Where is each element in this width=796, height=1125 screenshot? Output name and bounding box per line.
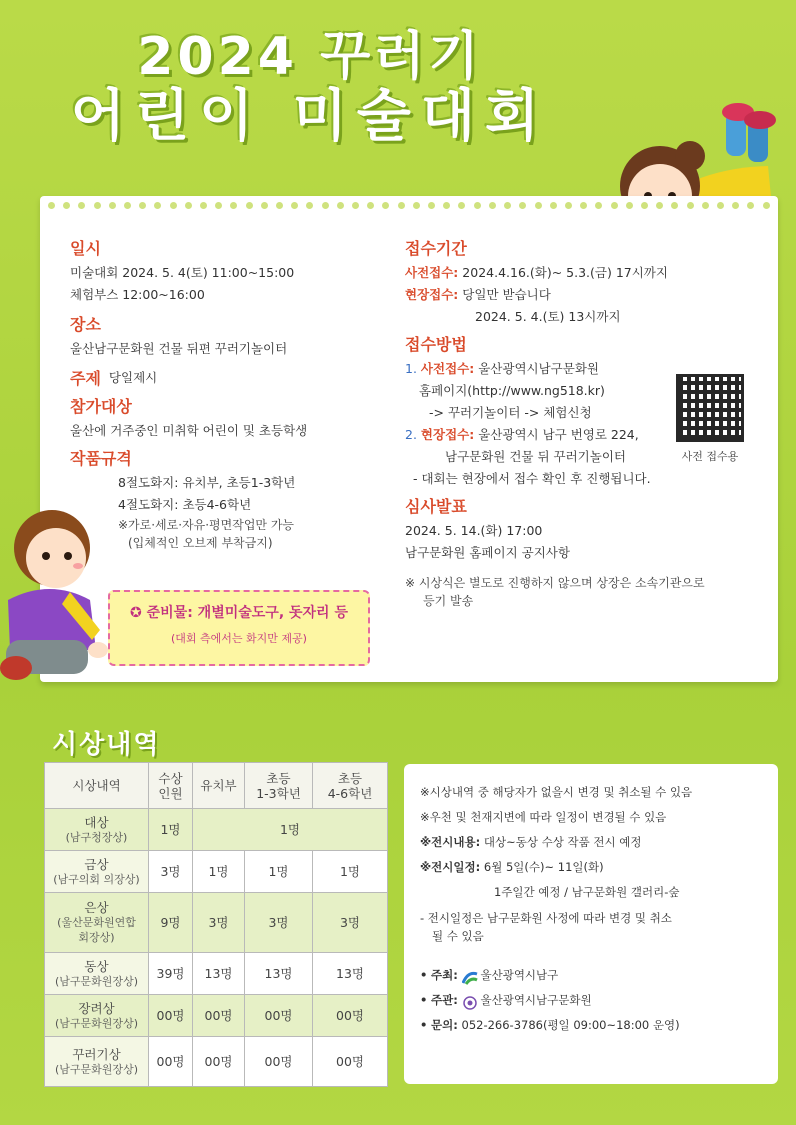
award-count: 39명 [149, 953, 193, 995]
header-category: 시상내역 [45, 763, 149, 809]
contact-row: • 문의: 052-266-3786(평일 09:00~18:00 운영) [420, 1018, 680, 1032]
award-elem-high: 00명 [313, 1037, 388, 1087]
organizer-value: 울산광역시남구문화원 [480, 993, 592, 1007]
award-kinder: 1명 [193, 851, 245, 893]
awards-table [44, 762, 388, 1087]
exhibit-date-value: 6월 5일(수)~ 11일(화) [483, 860, 604, 874]
award-elem-high: 00명 [313, 995, 388, 1037]
header-count: 수상 인원 [149, 763, 193, 809]
award-row [45, 851, 388, 893]
supplies-label: 준비물: [146, 605, 193, 621]
award-elem-high: 1명 [313, 851, 388, 893]
place-heading: 장소 [70, 315, 101, 334]
header-elem-low: 초등 1-3학년 [245, 763, 313, 809]
supplies-value: 개별미술도구, 돗자리 등 [197, 605, 348, 621]
period-site-value: 당일만 받습니다 [462, 287, 551, 302]
schedule-line-2: 체험부스 12:00~16:00 [70, 287, 205, 302]
method-site-label: 현장접수: [420, 427, 475, 442]
period-site-label: 현장접수: [405, 287, 459, 302]
award-name: 장려상 [78, 1000, 115, 1016]
boy-illustration [0, 500, 110, 690]
header-elem-high: 초등 4-6학년 [313, 763, 388, 809]
host-label: 주최: [431, 968, 458, 982]
method-pre-line-2: 홈페이지(http://www.ng518.kr) [419, 383, 605, 398]
exhibit-date-label: ※전시일정: [420, 860, 481, 874]
awards-header-row [45, 763, 388, 809]
award-row [45, 893, 388, 953]
place-line: 울산남구문화원 건물 뒤편 꾸러기놀이터 [70, 341, 288, 356]
change-note-2: 될 수 있음 [432, 929, 484, 943]
award-count: 1명 [149, 809, 193, 851]
exhibit-value: 대상~동상 수상 작품 전시 예정 [483, 835, 642, 849]
award-elem-high: 3명 [313, 893, 388, 953]
exhibit-date-row [420, 855, 762, 880]
ulsan-namgu-logo-icon [462, 969, 478, 983]
period-site-value-2: 2024. 5. 4.(토) 13시까지 [475, 309, 621, 324]
size-line-2: 4절도화지: 초등4-6학년 [118, 497, 252, 512]
exhibit-label: ※전시내용: [420, 835, 481, 849]
award-name: 금상 [84, 856, 109, 872]
left-column [70, 234, 410, 552]
method-pre-line-3: -> 꾸러기놀이터 -> 체험신청 [429, 405, 592, 420]
schedule-heading: 일시 [70, 239, 101, 258]
exhibit-date-value-2: 1주일간 예정 / 남구문화원 갤러리-숲 [494, 885, 680, 899]
size-note-1: ※가로·세로·자유·평면작업만 가능 [118, 518, 295, 532]
award-count: 00명 [149, 1037, 193, 1087]
contact-value: 052-266-3786(평일 09:00~18:00 운영) [461, 1018, 680, 1032]
award-elem-low: 13명 [245, 953, 313, 995]
info-box [404, 764, 778, 1084]
paper-holes [48, 202, 770, 212]
size-heading: 작품규격 [70, 449, 132, 468]
results-heading: 심사발표 [405, 497, 467, 516]
award-elem-low: 3명 [245, 893, 313, 953]
poster-title [0, 28, 620, 149]
host-value: 울산광역시남구 [480, 968, 559, 982]
qr-code[interactable] [676, 374, 744, 442]
award-count: 9명 [149, 893, 193, 953]
results-line-1: 2024. 5. 14.(화) 17:00 [405, 523, 543, 538]
method-site-line-1: 울산광역시 남구 번영로 224, [478, 427, 639, 442]
award-count: 00명 [149, 995, 193, 1037]
method-heading: 접수방법 [405, 335, 467, 354]
method-site-num: 2. [405, 427, 417, 442]
award-name: 동상 [84, 958, 109, 974]
award-name: 은상 [84, 900, 109, 915]
target-heading: 참가대상 [70, 397, 132, 416]
target-line: 울산에 거주중인 미취학 어린이 및 초등학생 [70, 423, 308, 438]
award-name-cell [45, 953, 149, 995]
award-sub: (울산문화원연합 회장상) [57, 916, 136, 944]
size-line-1: 8절도화지: 유치부, 초등1-3학년 [118, 475, 296, 490]
change-note-1: - 전시일정은 남구문화원 사정에 따라 변경 및 취소 [420, 911, 672, 925]
award-elem-low: 1명 [245, 851, 313, 893]
award-name-cell [45, 851, 149, 893]
method-pre-label: 사전접수: [420, 361, 475, 376]
award-row [45, 953, 388, 995]
exhibit-row [420, 830, 762, 855]
title-line-1: 2024 꾸러기 [137, 27, 483, 87]
award-name-cell [45, 893, 149, 953]
qr-label: 사전 접수용 [681, 450, 739, 463]
period-heading: 접수기간 [405, 239, 467, 258]
award-elem-low: 00명 [245, 995, 313, 1037]
contact-label: 문의: [431, 1018, 458, 1032]
award-elem-low: 00명 [245, 1037, 313, 1087]
info-paper [40, 196, 778, 682]
award-row [45, 809, 388, 851]
theme-heading: 주제 [70, 369, 101, 388]
schedule-line-1: 미술대회 2024. 5. 4(토) 11:00~15:00 [70, 265, 295, 280]
award-merged: 1명 [193, 809, 388, 851]
award-name-cell [45, 1037, 149, 1087]
header-kinder: 유치부 [193, 763, 245, 809]
supplies-main [110, 602, 368, 622]
award-row [45, 1037, 388, 1087]
award-elem-high: 13명 [313, 953, 388, 995]
award-kinder: 00명 [193, 995, 245, 1037]
method-note: - 대회는 현장에서 접수 확인 후 진행됩니다. [413, 471, 651, 486]
award-kinder: 13명 [193, 953, 245, 995]
award-kinder: 3명 [193, 893, 245, 953]
award-name: 꾸러기상 [72, 1046, 121, 1062]
period-site-row [405, 284, 765, 306]
period-pre-row [405, 262, 765, 284]
award-count: 3명 [149, 851, 193, 893]
method-site-line-2: 남구문화원 건물 뒤 꾸러기놀이터 [445, 449, 626, 464]
results-note-1: ※ 시상식은 별도로 진행하지 않으며 상장은 소속기관으로 [405, 576, 705, 590]
award-kinder: 00명 [193, 1037, 245, 1087]
award-sub: (남구문화원장상) [55, 1016, 138, 1030]
award-name-cell [45, 995, 149, 1037]
method-pre-line-1: 울산광역시남구문화원 [478, 361, 599, 376]
supplies-box [108, 590, 370, 666]
period-pre-label: 사전접수: [405, 265, 459, 280]
awards-title: 시상내역 [52, 730, 161, 760]
award-sub: (남구의회 의장상) [53, 872, 140, 886]
award-sub: (남구문화원장상) [55, 974, 138, 988]
results-note-2: 등기 발송 [423, 594, 474, 608]
theme-row [70, 364, 410, 392]
title-line-2: 어린이 미술대회 [70, 84, 550, 150]
award-sub: (남구문화원장상) [55, 1062, 138, 1076]
info-note-1: ※시상내역 중 해당자가 없을시 변경 및 취소될 수 있음 [420, 785, 693, 799]
info-note-2: ※우천 및 천재지변에 따라 일정이 변경될 수 있음 [420, 810, 667, 824]
period-pre-value: 2024.4.16.(화)~ 5.3.(금) 17시까지 [462, 265, 668, 280]
method-pre-num: 1. [405, 361, 417, 376]
theme-line: 당일제시 [108, 370, 158, 385]
supplies-sub: (대회 측에서는 화지만 제공) [171, 632, 307, 645]
organizer-label: 주관: [431, 993, 458, 1007]
award-sub: (남구청장상) [65, 830, 128, 844]
host-row: • 주최: 울산광역시남구 [420, 968, 559, 982]
star-icon: ✪ [130, 605, 142, 621]
results-line-2: 남구문화원 홈페이지 공지사항 [405, 545, 570, 560]
organizer-row: • 주관: 울산광역시남구문화원 [420, 993, 592, 1007]
size-note-2: (입체적인 오브제 부착금지) [128, 536, 273, 550]
award-name: 대상 [84, 814, 109, 830]
award-row [45, 995, 388, 1037]
culture-center-logo-icon [462, 994, 478, 1008]
award-name-cell [45, 809, 149, 851]
